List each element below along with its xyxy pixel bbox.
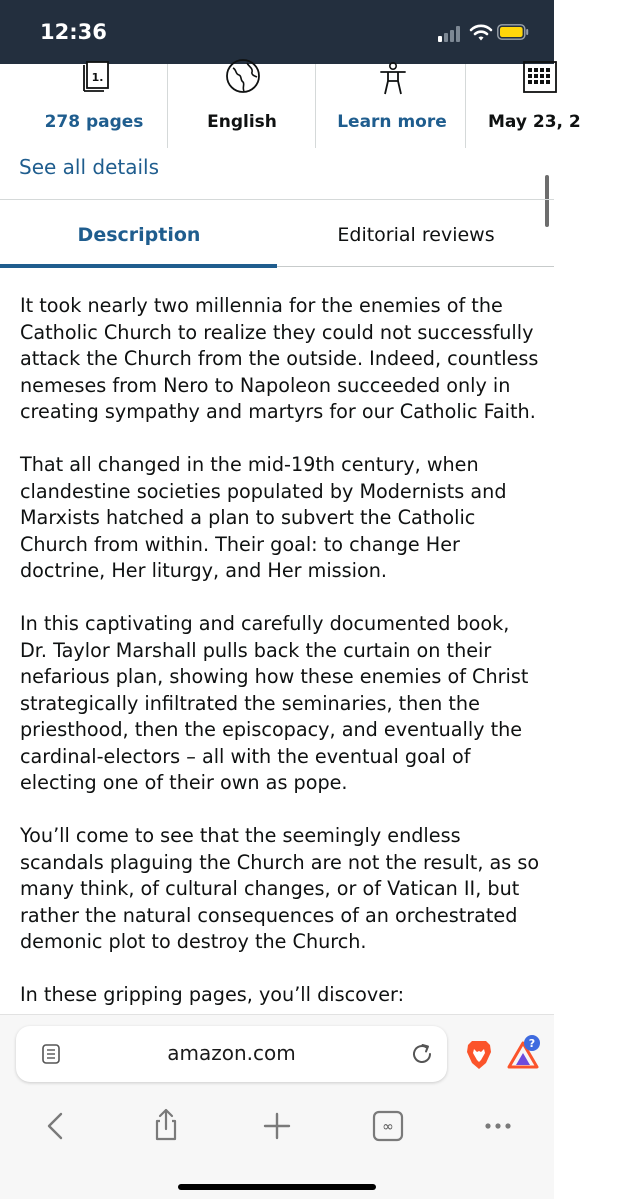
new-tab-plus-icon[interactable]: [255, 1106, 299, 1146]
description-paragraph: You’ll come to see that the seemingly endless scandals plaguing the Church are not the result, as so many think, of cultural changes, or of Vatican II, but rather the natural consequences of an orchestrated demonic plot to destroy the Church.: [20, 824, 540, 953]
reload-icon[interactable]: [410, 1042, 434, 1066]
more-menu-icon[interactable]: [476, 1106, 520, 1146]
description-body: [20, 293, 542, 1035]
tabs-divider: [277, 266, 554, 267]
active-tab-indicator: [0, 264, 277, 268]
detail-print-length[interactable]: [20, 64, 168, 150]
section-divider: [0, 199, 554, 200]
tab-editorial-reviews[interactable]: Editorial reviews: [337, 224, 495, 246]
status-bar: [0, 0, 554, 64]
reading-age-person-icon: [375, 64, 411, 96]
detail-language[interactable]: [168, 64, 316, 150]
calendar-icon: [522, 64, 558, 96]
description-paragraph: That all changed in the mid-19th century, when clandestine societies populated by Modernists and Marxists hatched a plan to subvert the Catholic Church from within. Their goal: to change Her doctrine, Her liturgy, and Her mission.: [20, 453, 507, 582]
brave-shields-icon[interactable]: [466, 1040, 492, 1070]
description-paragraph: In these gripping pages, you’ll discover:: [20, 983, 405, 1006]
scrollbar-thumb[interactable]: [545, 175, 549, 227]
address-bar[interactable]: [16, 1026, 447, 1082]
page-count-icon-number: 1.: [91, 71, 104, 84]
status-time: 12:36: [40, 20, 107, 44]
description-paragraph: In this captivating and carefully documented book, Dr. Taylor Marshall pulls back the curtain on their nefarious plan, showing how these enemies of Christ strategically infiltrated the seminaries, then the priesthood, then the episcopacy, and eventually the cardinal-electors – all with the eventual goal of electing one of their own as pope.: [20, 612, 529, 794]
detail-label-pages: 278 pages: [44, 112, 144, 132]
detail-publication-date[interactable]: [466, 64, 614, 150]
browser-bottom-bar: [0, 1014, 554, 1199]
share-icon[interactable]: [144, 1106, 188, 1146]
detail-label-language: English: [207, 112, 277, 132]
cellular-signal-icon: [438, 26, 464, 42]
back-icon[interactable]: [34, 1106, 78, 1146]
wifi-icon: [470, 24, 492, 42]
tabs-count: ∞: [382, 1119, 394, 1135]
detail-reading-age[interactable]: [318, 64, 466, 150]
brave-rewards-icon[interactable]: [506, 1034, 542, 1070]
detail-label-date: May 23, 2: [488, 112, 581, 132]
rewards-badge: ?: [528, 1037, 536, 1050]
learn-more-link[interactable]: Learn more: [337, 112, 447, 132]
battery-icon: [497, 24, 529, 40]
tabs-icon[interactable]: [366, 1106, 410, 1146]
description-paragraph: It took nearly two millennia for the enemies of the Catholic Church to realize they could not successfully attack the Church from the outside. Indeed, countless nemeses from Nero to Napoleon succeeded only in creating sympathy and martyrs for our Catholic Faith.: [20, 294, 539, 423]
globe-icon: [225, 64, 261, 96]
page-count-icon: [77, 64, 113, 96]
tab-description[interactable]: Description: [77, 224, 201, 246]
address-url[interactable]: amazon.com: [167, 1041, 296, 1065]
product-details-strip: [0, 64, 581, 150]
see-all-details-link[interactable]: See all details: [19, 155, 160, 179]
home-indicator[interactable]: [178, 1184, 376, 1190]
